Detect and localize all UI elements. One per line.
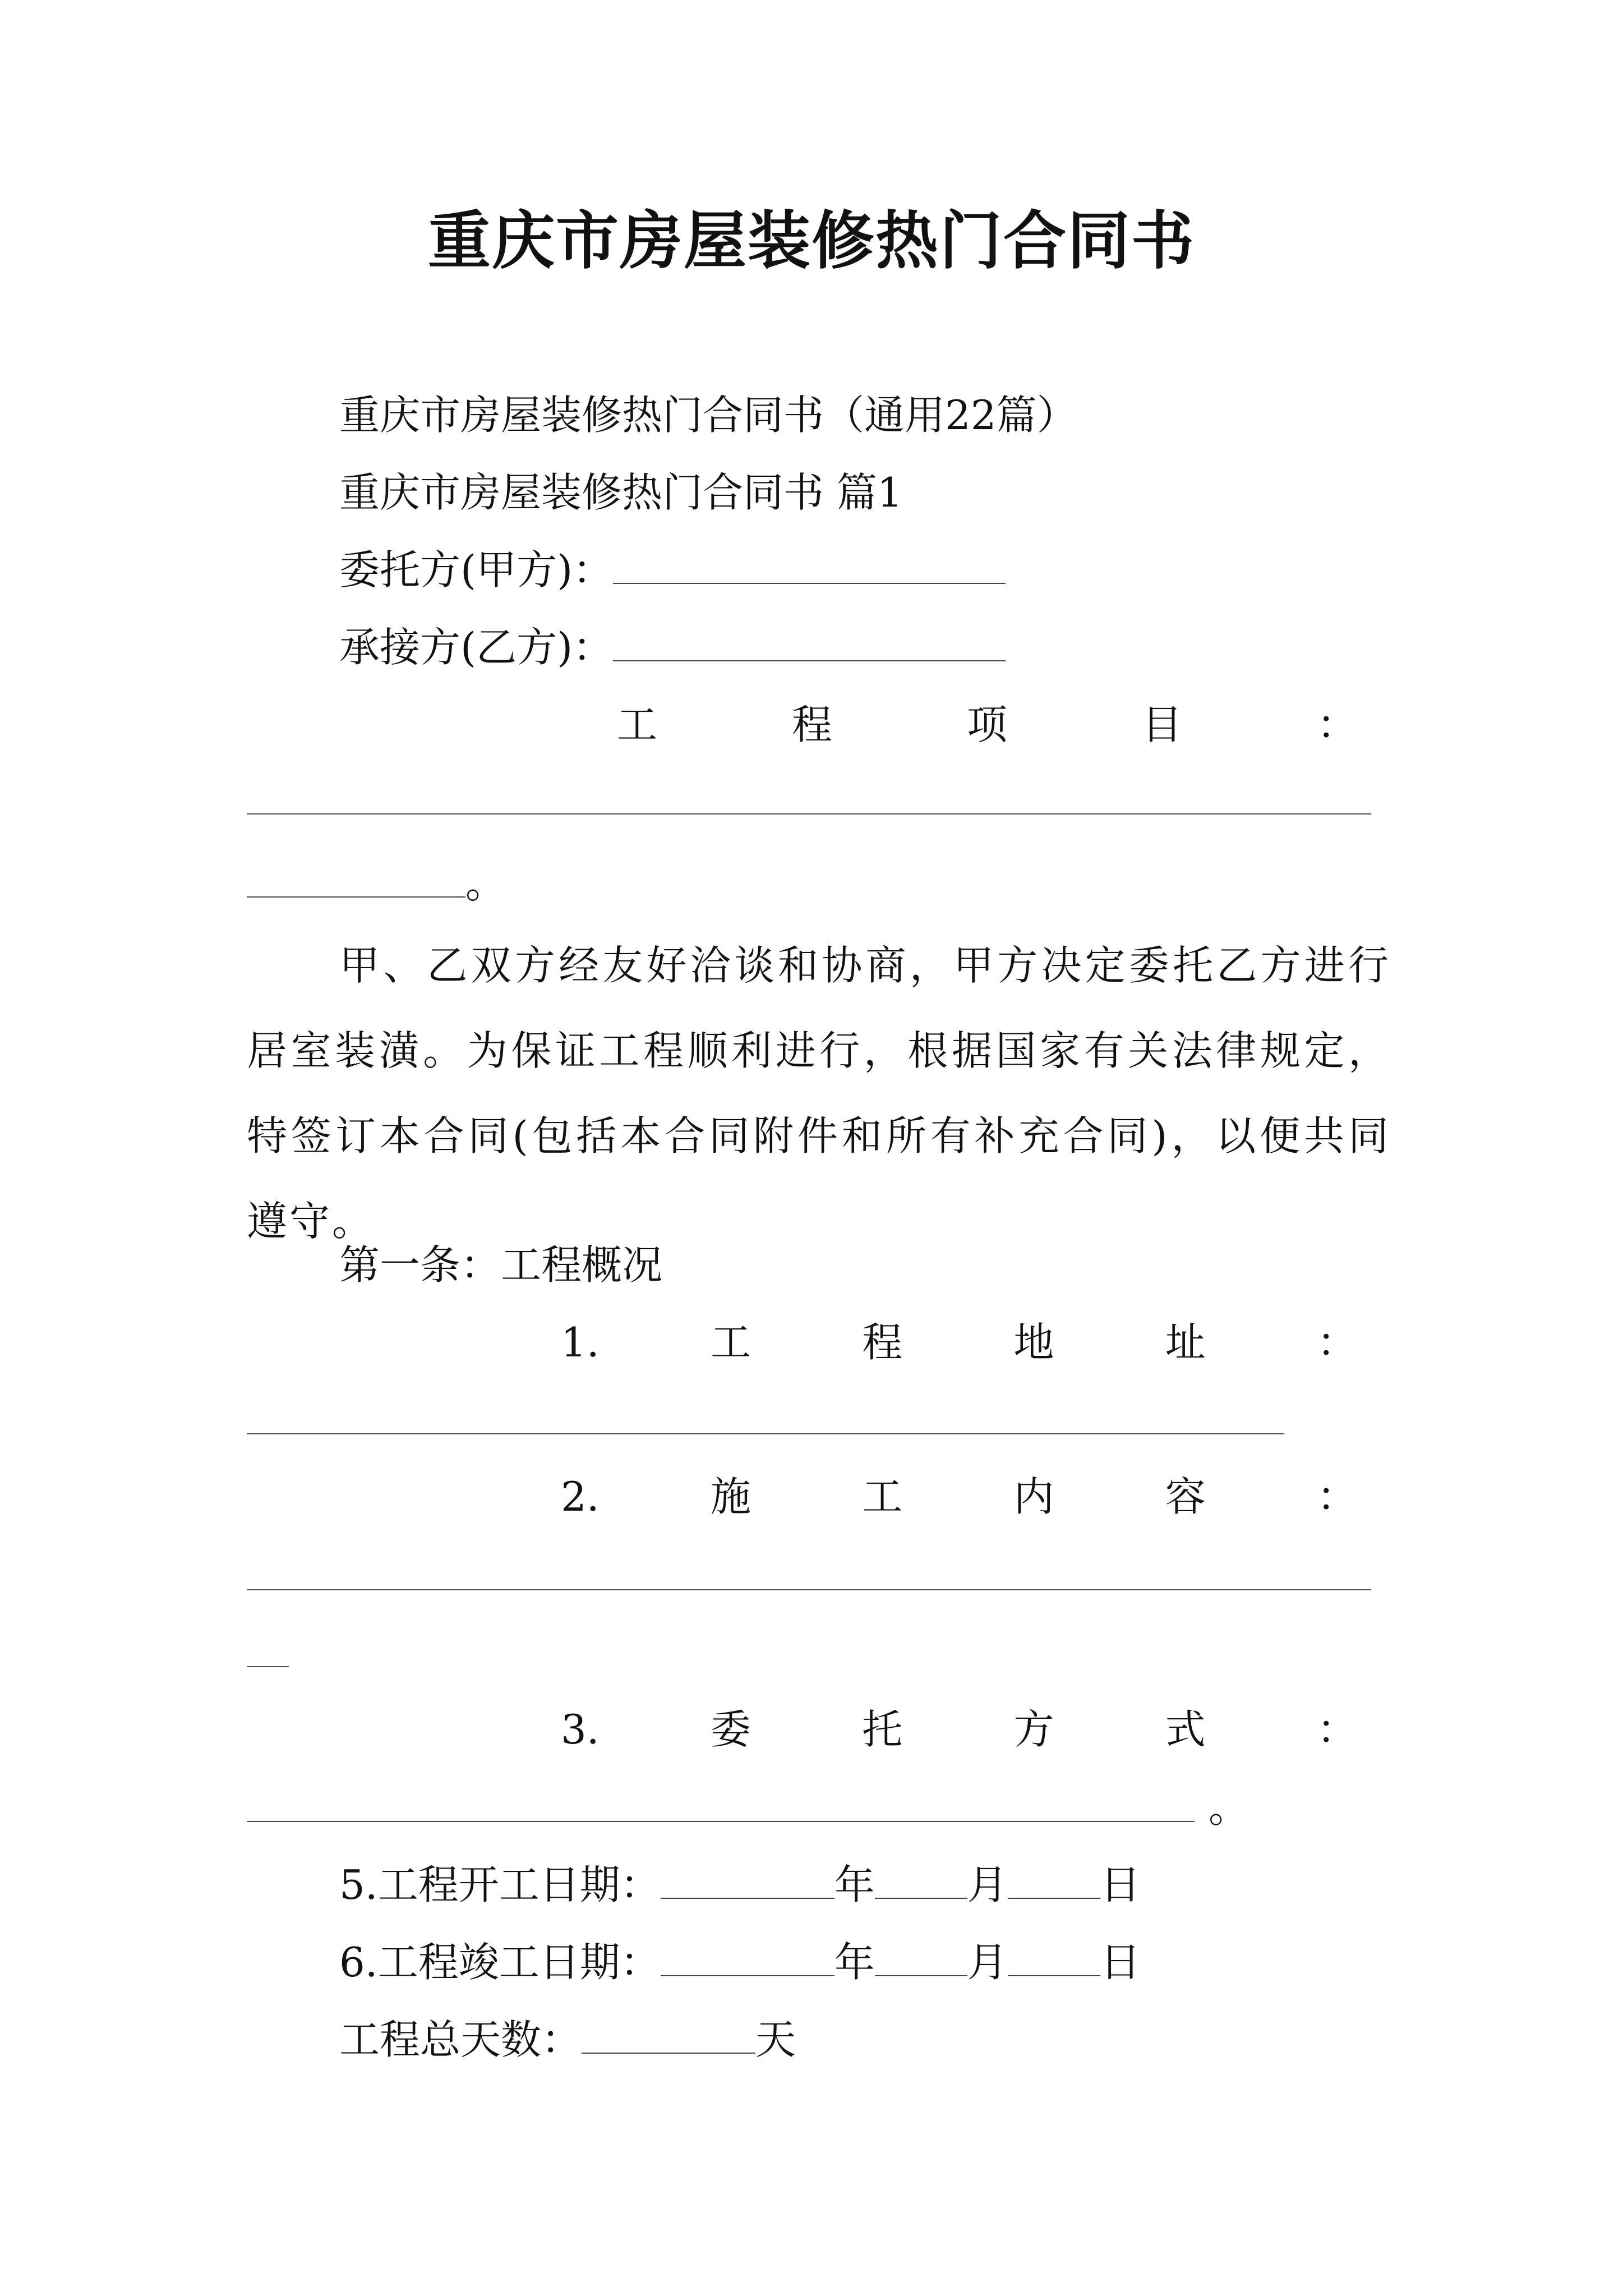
days-unit: 天: [755, 2016, 796, 2063]
total-days-line: [339, 2012, 796, 2068]
item-content: [561, 1469, 1357, 1525]
start-day-blank: [1008, 1857, 1100, 1899]
start-date-line: [339, 1857, 1141, 1913]
project-period: 。: [465, 860, 506, 907]
address-blank: [247, 1433, 1284, 1434]
end-day-blank: [1008, 1935, 1100, 1976]
item-char: 委: [710, 1706, 751, 1753]
project-label: [617, 697, 1357, 753]
item-char: 1.: [561, 1319, 600, 1366]
month-label: 月: [967, 1939, 1008, 1986]
total-days-label: 工程总天数：: [339, 2016, 582, 2063]
contractor-line: [339, 619, 1006, 675]
item-char: 工: [862, 1473, 903, 1520]
item-char: 工: [710, 1319, 751, 1366]
item-method: [561, 1701, 1357, 1757]
project-char: ：: [1316, 701, 1357, 748]
item-char: 容: [1165, 1473, 1206, 1520]
subtitle: 重庆市房屋装修热门合同书（通用22篇）: [339, 392, 1077, 439]
day-label: 日: [1100, 1939, 1141, 1986]
end-year-blank: [661, 1935, 834, 1976]
piece-heading: 重庆市房屋装修热门合同书 篇1: [339, 469, 903, 516]
year-label: 年: [834, 1939, 875, 1986]
end-date-label: 6.工程竣工日期：: [339, 1939, 661, 1986]
content-blank-2: [247, 1666, 289, 1667]
end-date-line: [339, 1934, 1141, 1990]
item-char: 托: [862, 1706, 903, 1753]
method-line: [247, 1780, 1249, 1836]
day-label: 日: [1100, 1861, 1141, 1908]
month-label: 月: [967, 1861, 1008, 1908]
method-period: 。: [1209, 1784, 1249, 1832]
client-blank: [613, 542, 1006, 584]
project-blank-1: [247, 813, 1371, 815]
page-title: 重庆市房屋装修热门合同书: [428, 204, 1195, 278]
start-year-blank: [661, 1857, 834, 1899]
item-char: 地: [1013, 1319, 1054, 1366]
method-blank: [247, 1780, 1195, 1822]
item-char: ：: [1316, 1706, 1357, 1753]
project-blank-2: [247, 856, 465, 898]
contractor-blank: [613, 620, 1006, 661]
item-char: 内: [1013, 1473, 1054, 1520]
item-address: [561, 1314, 1357, 1370]
item-char: 2.: [561, 1473, 600, 1520]
project-char: 目: [1141, 701, 1182, 748]
item-char: 3.: [561, 1706, 600, 1753]
client-line: [339, 542, 1006, 598]
project-end-line: [247, 855, 506, 912]
item-char: 施: [710, 1473, 751, 1520]
year-label: 年: [834, 1861, 875, 1908]
item-char: 程: [862, 1319, 903, 1366]
client-label: 委托方(甲方)：: [339, 546, 614, 593]
start-month-blank: [875, 1857, 967, 1899]
article-1-heading: 第一条：工程概况: [339, 1241, 663, 1289]
intro-paragraph: 甲、乙双方经友好洽谈和协商，甲方决定委托乙方进行居室装潢。为保证工程顺利进行，根据国家有关法律规定，特签订本合同(包括本合同附件和所有补充合同)，以便共同遵守。: [247, 942, 1391, 1245]
start-date-label: 5.工程开工日期：: [339, 1861, 661, 1908]
end-month-blank: [875, 1935, 967, 1976]
item-char: ：: [1316, 1319, 1357, 1366]
item-char: 方: [1013, 1706, 1054, 1753]
item-char: 址: [1165, 1319, 1206, 1366]
total-days-blank: [582, 2012, 755, 2054]
project-char: 项: [966, 701, 1007, 748]
project-char: 工: [617, 701, 658, 748]
item-char: ：: [1316, 1473, 1357, 1520]
contractor-label: 承接方(乙方)：: [339, 624, 614, 671]
content-blank-1: [247, 1589, 1371, 1590]
project-char: 程: [791, 701, 832, 748]
item-char: 式: [1165, 1706, 1206, 1753]
